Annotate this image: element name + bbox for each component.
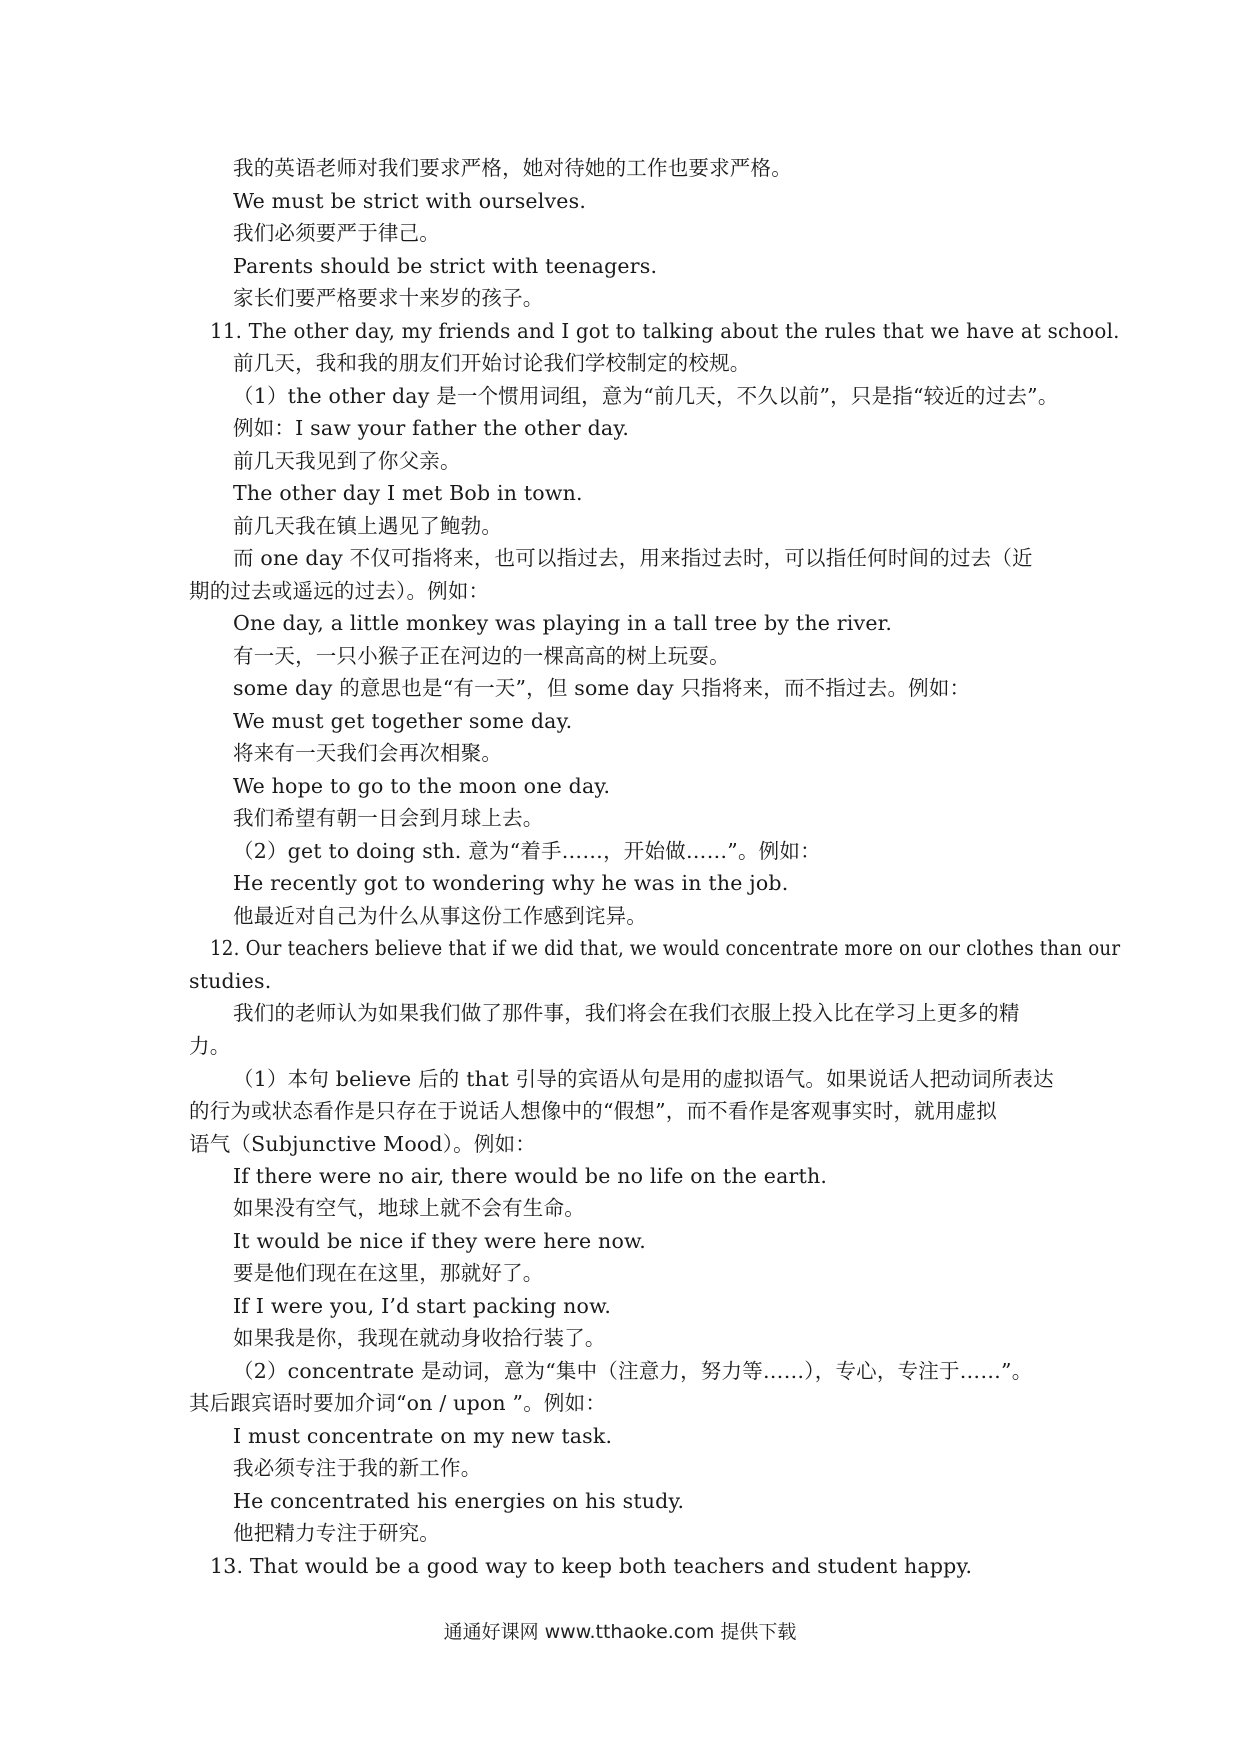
text-line: He recently got to wondering why he was in the job. (233, 871, 789, 895)
text-line: （1）the other day 是一个惯用词组，意为“前几天，不久以前”，只是指“较近的过去”。 (233, 384, 1059, 408)
text-line: studies. (189, 969, 272, 993)
page-footer: 通通好课网 www.tthaoke.com 提供下载 (443, 1621, 797, 1643)
text-line: If I were you, I’d start packing now. (233, 1294, 612, 1318)
text-line: 家长们要严格要求十来岁的孩子。 (233, 286, 544, 310)
text-line: 将来有一天我们会再次相聚。 (233, 741, 503, 765)
text-line: 我的英语老师对我们要求严格，她对待她的工作也要求严格。 (233, 156, 792, 180)
sentence-heading: 13. That would be a good way to keep both teachers and student happy. (210, 1554, 973, 1578)
text-line: 我们的老师认为如果我们做了那件事，我们将会在我们衣服上投入比在学习上更多的精 (233, 1001, 1020, 1025)
text-line: Parents should be strict with teenagers. (233, 254, 658, 278)
text-line: He concentrated his energies on his study. (233, 1489, 685, 1513)
text-line: One day, a little monkey was playing in a tall tree by the river. (233, 611, 893, 635)
text-line: We hope to go to the moon one day. (233, 774, 611, 798)
text-line: 我们必须要严于律己。 (233, 221, 440, 245)
text-line: 我必须专注于我的新工作。 (233, 1456, 482, 1480)
text-line: 前几天，我和我的朋友们开始讨论我们学校制定的校规。 (233, 351, 751, 375)
text-line: 我们希望有朝一日会到月球上去。 (233, 806, 544, 830)
text-line: 前几天我见到了你父亲。 (233, 449, 461, 473)
text-line: 他最近对自己为什么从事这份工作感到诧异。 (233, 904, 647, 928)
text-line: It would be nice if they were here now. (233, 1229, 647, 1253)
text-line: （2）concentrate 是动词，意为“集中（注意力，努力等……），专心，专注于……”。 (233, 1359, 1033, 1383)
text-line: 如果没有空气，地球上就不会有生命。 (233, 1196, 585, 1220)
text-line: 有一天，一只小猴子正在河边的一棵高高的树上玩耍。 (233, 644, 730, 668)
text-line: If there were no air, there would be no life on the earth. (233, 1164, 828, 1188)
text-line: （1）本句 believe 后的 that 引导的宾语从句是用的虚拟语气。如果说话人把动词所表达 (233, 1067, 1054, 1091)
text-line: some day 的意思也是“有一天”，但 some day 只指将来，而不指过去。例如： (233, 676, 971, 700)
text-line: We must get together some day. (233, 709, 573, 733)
text-line: The other day I met Bob in town. (233, 481, 583, 505)
sentence-heading: 12. Our teachers believe that if we did that, we would concentrate more on our clothes than our (210, 936, 1121, 960)
text-line: We must be strict with ourselves. (233, 189, 587, 213)
text-line: 语气（Subjunctive Mood）。例如： (189, 1132, 536, 1156)
text-line: 力。 (189, 1034, 231, 1058)
sentence-heading: 11. The other day, my friends and I got to talking about the rules that we have at school. (210, 319, 1120, 343)
text-line: I must concentrate on my new task. (233, 1424, 613, 1448)
text-line: （2）get to doing sth. 意为“着手……，开始做……”。例如： (233, 839, 821, 863)
text-line: 例如：I saw your father the other day. (233, 416, 630, 440)
text-line: 要是他们现在在这里，那就好了。 (233, 1261, 544, 1285)
text-line: 期的过去或遥远的过去）。例如： (189, 579, 490, 603)
text-line: 而 one day 不仅可指将来，也可以指过去，用来指过去时，可以指任何时间的过去（近 (233, 546, 1033, 570)
text-line: 其后跟宾语时要加介词“on / upon ”。例如： (189, 1391, 607, 1415)
text-line: 他把精力专注于研究。 (233, 1521, 440, 1545)
text-line: 的行为或状态看作是只存在于说话人想像中的“假想”，而不看作是客观事实时，就用虚拟 (189, 1099, 997, 1123)
text-line: 前几天我在镇上遇见了鲍勃。 (233, 514, 503, 538)
text-line: 如果我是你，我现在就动身收拾行装了。 (233, 1326, 606, 1350)
